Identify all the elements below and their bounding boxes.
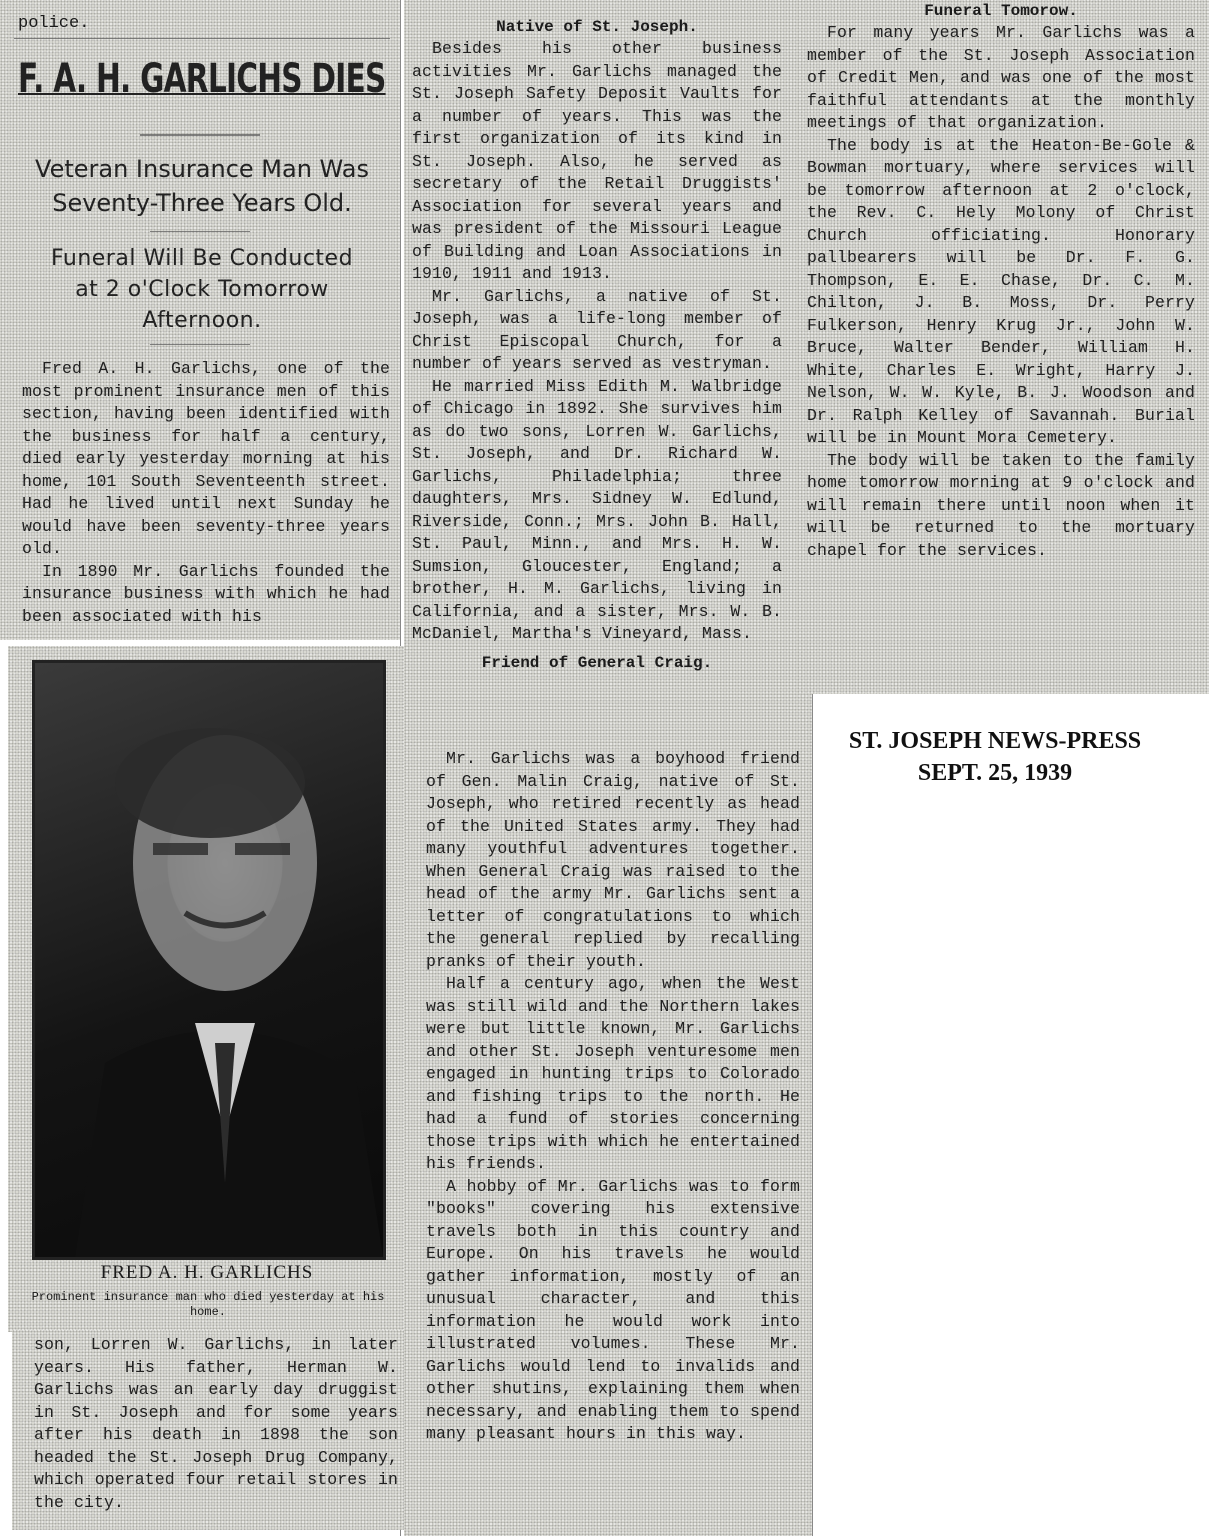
subhead-craig: Friend of General Craig.: [481, 653, 713, 672]
subhead-native: Native of St. Joseph.: [496, 18, 698, 36]
photo-subcaption: Prominent insurance man who died yesterday at his home.: [31, 1290, 385, 1319]
clipping-column2: [404, 0, 812, 1536]
col1-paragraph2: In 1890 Mr. Garlichs founded the insurance business with which he had been associated with his: [22, 561, 390, 626]
col1-paragraph1: Fred A. H. Garlichs, one of the most prominent insurance men of this section, having been identified with the business for half a century, died early yesterday morning at his home, 101 South Seventeenth street. Had he lived until next Sunday he would have been seventy-three years old.: [22, 359, 390, 558]
deck2-line1: Funeral Will Be Conducted: [50, 246, 354, 271]
col3-paragraph3: The body will be taken to the family home tomorrow morning at 9 o'clock and will remain there until noon when it will be returned to the mortuary chapel for the services.: [807, 450, 1195, 560]
source-line2: SEPT. 25, 1939: [917, 760, 1073, 786]
deck-line1: Veteran Insurance Man Was: [35, 155, 369, 183]
col2-paragraph4: Mr. Garlichs was a boyhood friend of Gen. Malin Craig, native of St. Joseph, who retired recently as head of the United States army. They had many youthful adventures together. When General Craig was raised to the head of the army Mr. Garlichs sent a letter of congratulations to which the general replied by recalling pranks of their youth.: [426, 749, 800, 971]
clipping-column3: [797, 0, 1209, 694]
col2-paragraph1: Besides his other business activities Mr. Garlichs managed the St. Joseph Safety Deposit Vaults for a number of years. This was the first organization of its kind in St. Joseph. Also, he served as secretary of the Retail Druggists' Association for several years and was president of the Missouri League of Building and Loan Associations in 1910, 1911 and 1913.: [412, 39, 782, 283]
col2-paragraph3: He married Miss Edith M. Walbridge of Chicago in 1892. She survives him as do two sons, Lorren W. Garlichs, St. Joseph, and Dr. Richard W. Garlichs, Philadelphia; three daughters, Mrs. Sidney W. Edlund, Riverside, Conn.; Mrs. John B. Hall, St. Paul, Minn., and Mrs. H. W. Sumsion, Gloucester, England; a brother, H. M. Garlichs, living in California, and a sister, Mrs. W. B. McDaniel, Martha's Vineyard, Mass.: [412, 376, 782, 643]
prev-article-fragment: police.: [18, 14, 90, 33]
clipping-column1-bottom: [12, 1330, 404, 1530]
source-line1: ST. JOSEPH NEWS-PRESS: [848, 728, 1142, 754]
portrait-photo: [32, 660, 386, 1260]
portrait-figure-icon: [35, 663, 383, 1257]
photo-caption: FRED A. H. GARLICHS: [100, 1262, 314, 1283]
subhead-funeral: Funeral Tomorow.: [924, 2, 1078, 20]
col2-paragraph6: A hobby of Mr. Garlichs was to form "books" covering his extensive travels both in this country and Europe. On his travels he would gather information, mostly of an unusual character, and this information he would work into illustrated volumes. These Mr. Garlichs would lend to invalids and other shutins, explaining them when necessary, and enabling them to spend many pleasant hours in this way.: [426, 1176, 800, 1443]
col2-paragraph5: Half a century ago, when the West was still wild and the Northern lakes were but little known, Mr. Garlichs and other St. Joseph venturesome men engaged in hunting trips to Colorado and fishing trips to the north. He had a fund of stories concerning those trips with which he entertained his friends.: [426, 974, 800, 1173]
deck2-line3: Afternoon.: [142, 308, 262, 333]
col1-paragraph3: son, Lorren W. Garlichs, in later years. His father, Herman W. Garlichs was an early day druggist in St. Joseph and for some years after his death in 1898 the son headed the St. Joseph Drug Company, which operated four retail stores in the city.: [34, 1335, 398, 1512]
col3-paragraph1: For many years Mr. Garlichs was a member of the St. Joseph Association of Credit Men, and was one of the most faithful attendants at the monthly meetings of that organization.: [807, 23, 1195, 132]
headline: F. A. H. GARLICHS DIES: [18, 56, 386, 102]
deck2-line2: at 2 o'Clock Tomorrow: [75, 277, 329, 302]
col3-paragraph2: The body is at the Heaton-Be-Gole & Bowman mortuary, where services will be tomorrow afternoon at 2 o'clock, the Rev. C. Hely Molony of Christ Church officiating. Honorary pallbearers will be Dr. F. G. Thompson, E. E. Chase, Dr. C. M. Chilton, J. B. Moss, Dr. Perry Fulkerson, Henry Krug Jr., John W. Bruce, Walter Bender, William H. White, Charles E. Wright, Harry J. Nelson, W. W. Kyle, B. J. Woodson and Dr. Ralph Kelley of Savannah. Burial will be in Mount Mora Cemetery.: [807, 135, 1195, 447]
col2-paragraph2: Mr. Garlichs, a native of St. Joseph, was a life-long member of Christ Episcopal Church, for a number of years served as vestryman.: [412, 286, 782, 373]
deck-line2: Seventy-Three Years Old.: [52, 189, 352, 217]
clipping-column1-top: [0, 0, 400, 640]
